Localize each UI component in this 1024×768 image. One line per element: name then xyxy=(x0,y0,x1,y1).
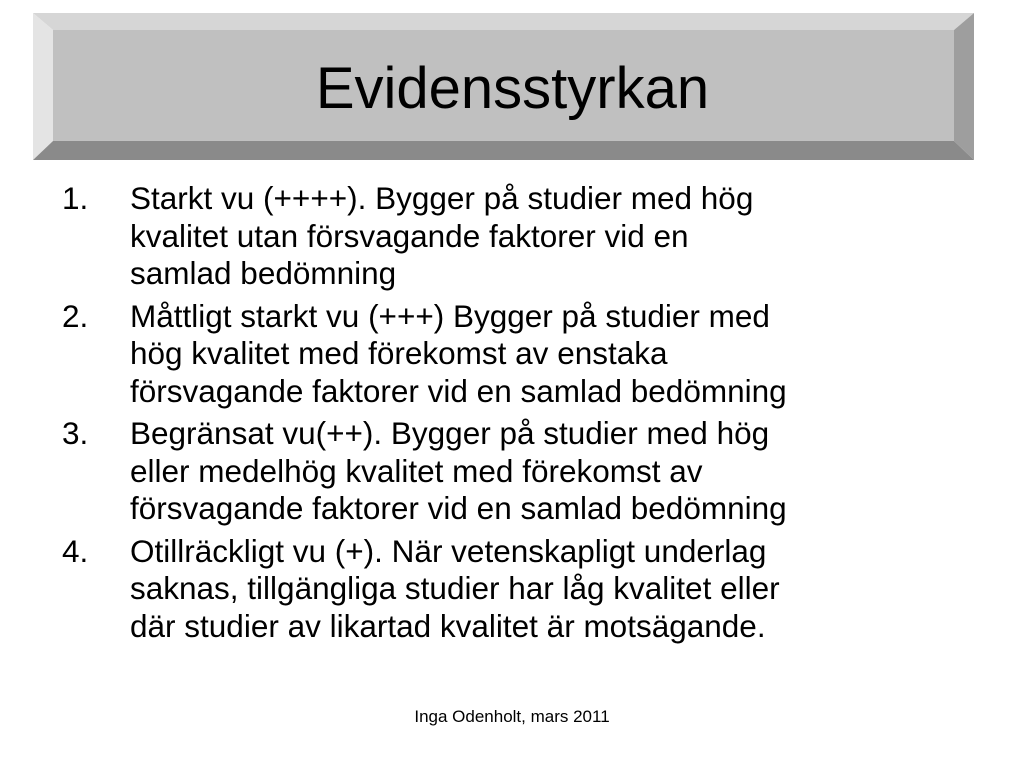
slide-title: Evidensstyrkan xyxy=(315,55,710,121)
footer-text: Inga Odenholt, mars 2011 xyxy=(414,707,610,726)
list-number: 4. xyxy=(62,532,89,569)
list-text: Måttligt starkt vu (+++) Bygger på studier med hög kvalitet med förekomst av enstaka försvagande faktorer vid en samlad bedömning xyxy=(130,297,787,409)
list-text: Otillräckligt vu (+). När vetenskapligt underlag saknas, tillgängliga studier har låg kvalitet eller där studier av likartad kvalitet är motsägande. xyxy=(130,532,780,644)
list-item xyxy=(62,533,982,646)
slide-footer xyxy=(0,707,1024,727)
evidence-list xyxy=(62,180,982,650)
list-item xyxy=(62,180,982,293)
list-number: 3. xyxy=(62,415,89,451)
list-text: Begränsat vu(++). Bygger på studier med hög eller medelhög kvalitet med förekomst av försvagande faktorer vid en samlad bedömning xyxy=(130,415,787,526)
title-banner xyxy=(33,13,974,160)
list-item xyxy=(62,415,982,528)
list-number: 2. xyxy=(62,297,89,334)
list-text: Starkt vu (++++). Bygger på studier med hög kvalitet utan försvagande faktorer vid en samlad bedömning xyxy=(130,180,754,291)
list-number: 1. xyxy=(62,180,89,216)
list-item xyxy=(62,298,982,411)
